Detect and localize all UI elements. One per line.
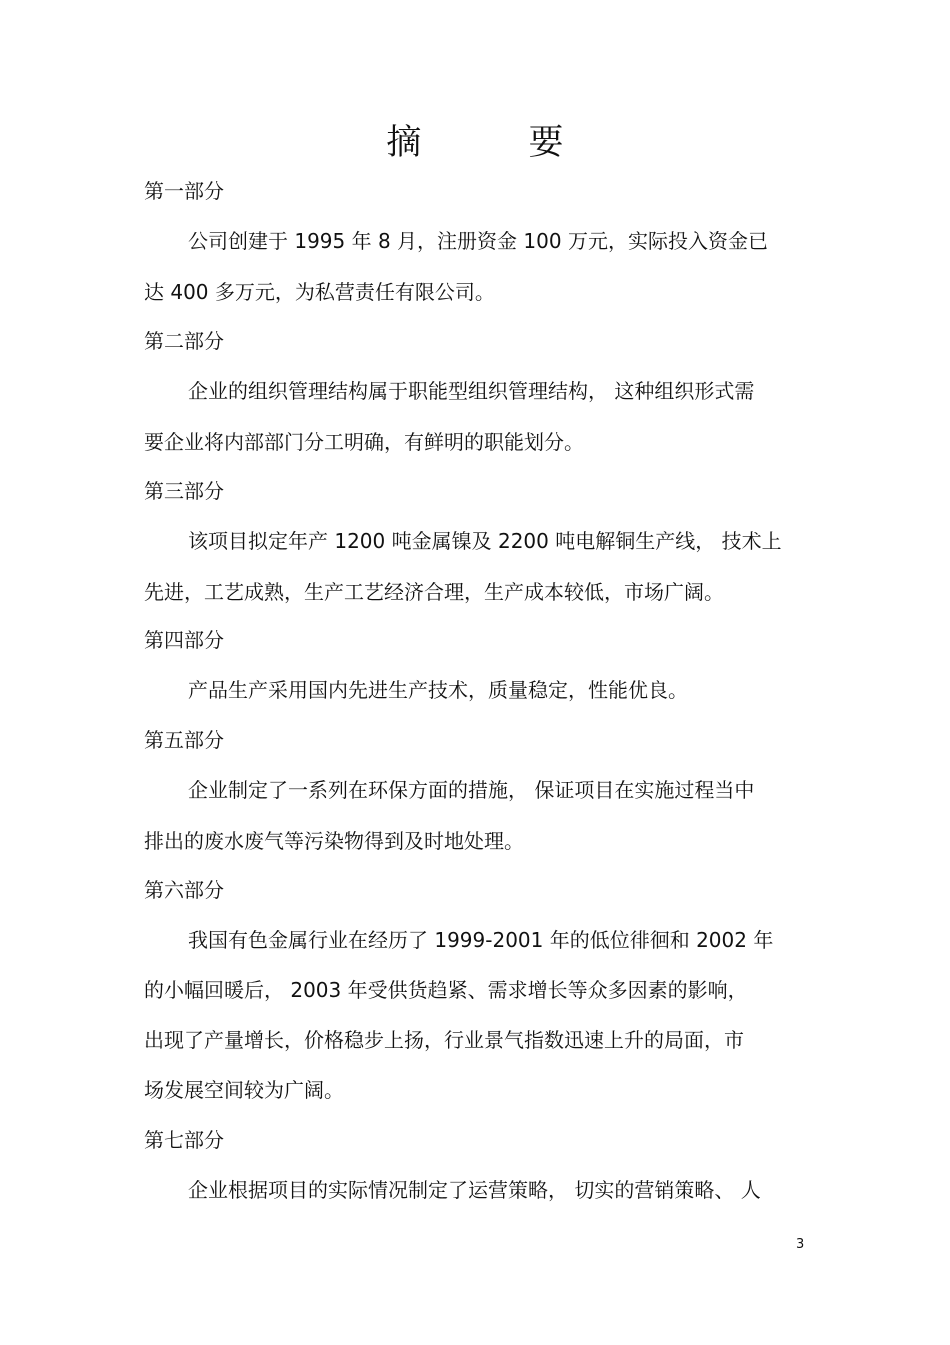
- page-title: 摘 要: [386, 123, 612, 163]
- paragraph-line: 达 400 多万元，为私营责任有限公司。: [144, 280, 495, 304]
- paragraph-line: 公司创建于 1995 年 8 月，注册资金 100 万元，实际投入资金已: [188, 229, 768, 253]
- section-heading-7: 第七部分: [144, 1128, 224, 1152]
- paragraph-line: 排出的废水废气等污染物得到及时地处理。: [144, 829, 524, 853]
- section-heading-3: 第三部分: [144, 479, 224, 503]
- paragraph-line: 要企业将内部部门分工明确，有鲜明的职能划分。: [144, 430, 584, 454]
- paragraph-line: 企业制定了一系列在环保方面的措施， 保证项目在实施过程当中: [188, 778, 755, 802]
- section-heading-2: 第二部分: [144, 329, 224, 353]
- page-number: 3: [796, 1237, 805, 1252]
- paragraph-line: 该项目拟定年产 1200 吨金属镍及 2200 吨电解铜生产线， 技术上: [188, 529, 782, 553]
- section-heading-5: 第五部分: [144, 728, 224, 752]
- paragraph-line: 出现了产量增长，价格稳步上扬，行业景气指数迅速上升的局面，市: [144, 1028, 744, 1052]
- paragraph-line: 我国有色金属行业在经历了 1999-2001 年的低位徘徊和 2002 年: [188, 928, 774, 952]
- paragraph-line: 的小幅回暖后， 2003 年受供货趋紧、需求增长等众多因素的影响，: [144, 978, 748, 1002]
- paragraph-line: 企业根据项目的实际情况制定了运营策略， 切实的营销策略、 人: [188, 1178, 761, 1202]
- paragraph-line: 场发展空间较为广阔。: [144, 1078, 344, 1102]
- section-heading-1: 第一部分: [144, 179, 224, 203]
- paragraph-line: 企业的组织管理结构属于职能型组织管理结构， 这种组织形式需: [188, 379, 755, 403]
- paragraph-line: 产品生产采用国内先进生产技术，质量稳定，性能优良。: [188, 678, 688, 702]
- section-heading-6: 第六部分: [144, 878, 224, 902]
- section-heading-4: 第四部分: [144, 628, 224, 652]
- paragraph-line: 先进，工艺成熟，生产工艺经济合理，生产成本较低，市场广阔。: [144, 580, 724, 604]
